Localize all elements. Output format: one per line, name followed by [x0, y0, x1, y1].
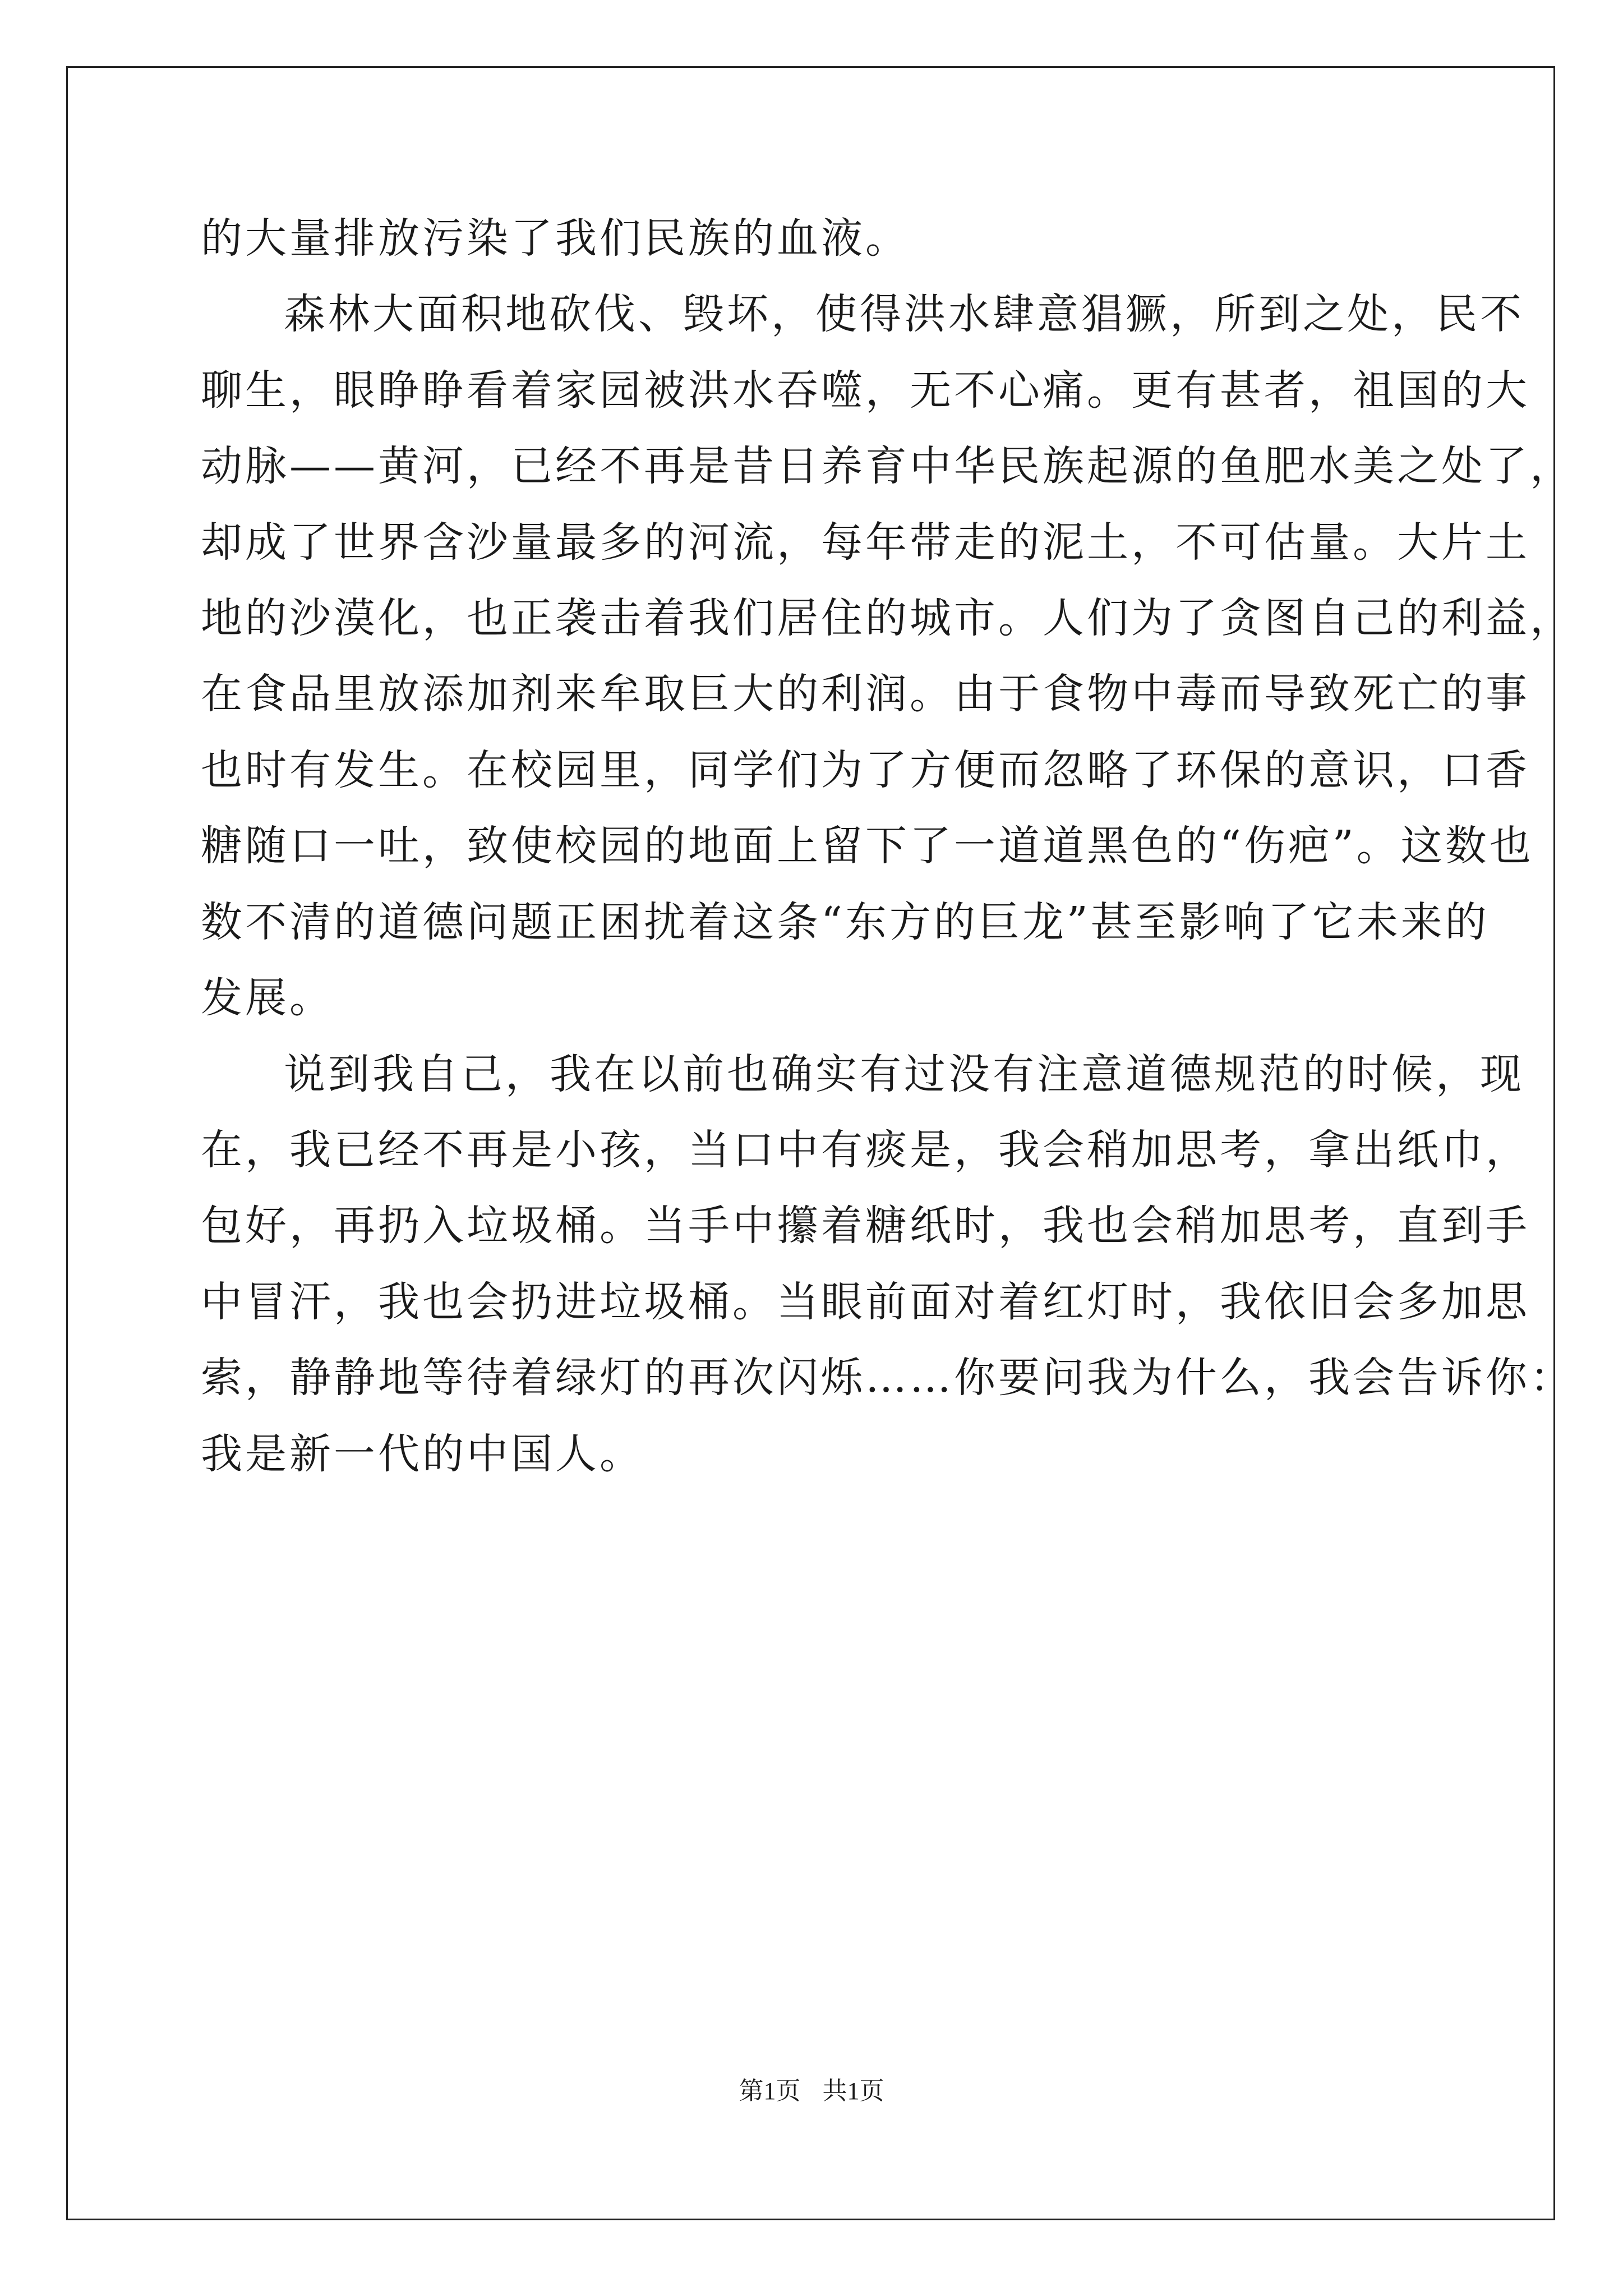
text-line: 包好，再扔入垃圾桶。当手中攥着糖纸时，我也会稍加思考，直到手	[201, 1202, 1530, 1250]
text-line: 中冒汗，我也会扔进垃圾桶。当眼前面对着红灯时，我依旧会多加思	[201, 1278, 1530, 1326]
text-line: 发展。	[201, 974, 334, 1022]
text-line: 动脉——黄河，已经不再是昔日养育中华民族起源的鱼肥水美之处了，	[201, 442, 1574, 490]
text-line: 聊生，眼睁睁看着家园被洪水吞噬，无不心痛。更有甚者，祖国的大	[201, 366, 1530, 415]
page-number: 第1页	[739, 2077, 801, 2105]
text-line: 糖随口一吐，致使校园的地面上留下了一道道黑色的“伤疤”。这数也	[201, 822, 1534, 870]
page-total: 共1页	[822, 2077, 884, 2105]
text-line: 我是新一代的中国人。	[201, 1430, 644, 1478]
text-line: 数不清的道德问题正困扰着这条“东方的巨龙”甚至影响了它未来的	[201, 898, 1490, 946]
text-line: 在食品里放添加剂来牟取巨大的利润。由于食物中毒而导致死亡的事	[201, 670, 1530, 718]
text-line: 索，静静地等待着绿灯的再次闪烁……你要问我为什么，我会告诉你：	[201, 1354, 1574, 1402]
text-line: 也时有发生。在校园里，同学们为了方便而忽略了环保的意识，口香	[201, 746, 1530, 794]
text-line: 地的沙漠化，也正袭击着我们居住的城市。人们为了贪图自己的利益，	[201, 594, 1574, 642]
text-line: 在，我已经不再是小孩，当口中有痰是，我会稍加思考，拿出纸巾，	[201, 1126, 1530, 1174]
text-line: 说到我自己，我在以前也确实有过没有注意道德规范的时候，现	[284, 1050, 1524, 1098]
page-footer	[0, 2074, 1623, 2108]
text-line: 却成了世界含沙量最多的河流，每年带走的泥土，不可估量。大片土	[201, 518, 1530, 567]
text-line: 森林大面积地砍伐、毁坏，使得洪水肆意猖獗，所到之处，民不	[284, 290, 1524, 338]
text-line: 的大量排放污染了我们民族的血液。	[201, 214, 910, 263]
